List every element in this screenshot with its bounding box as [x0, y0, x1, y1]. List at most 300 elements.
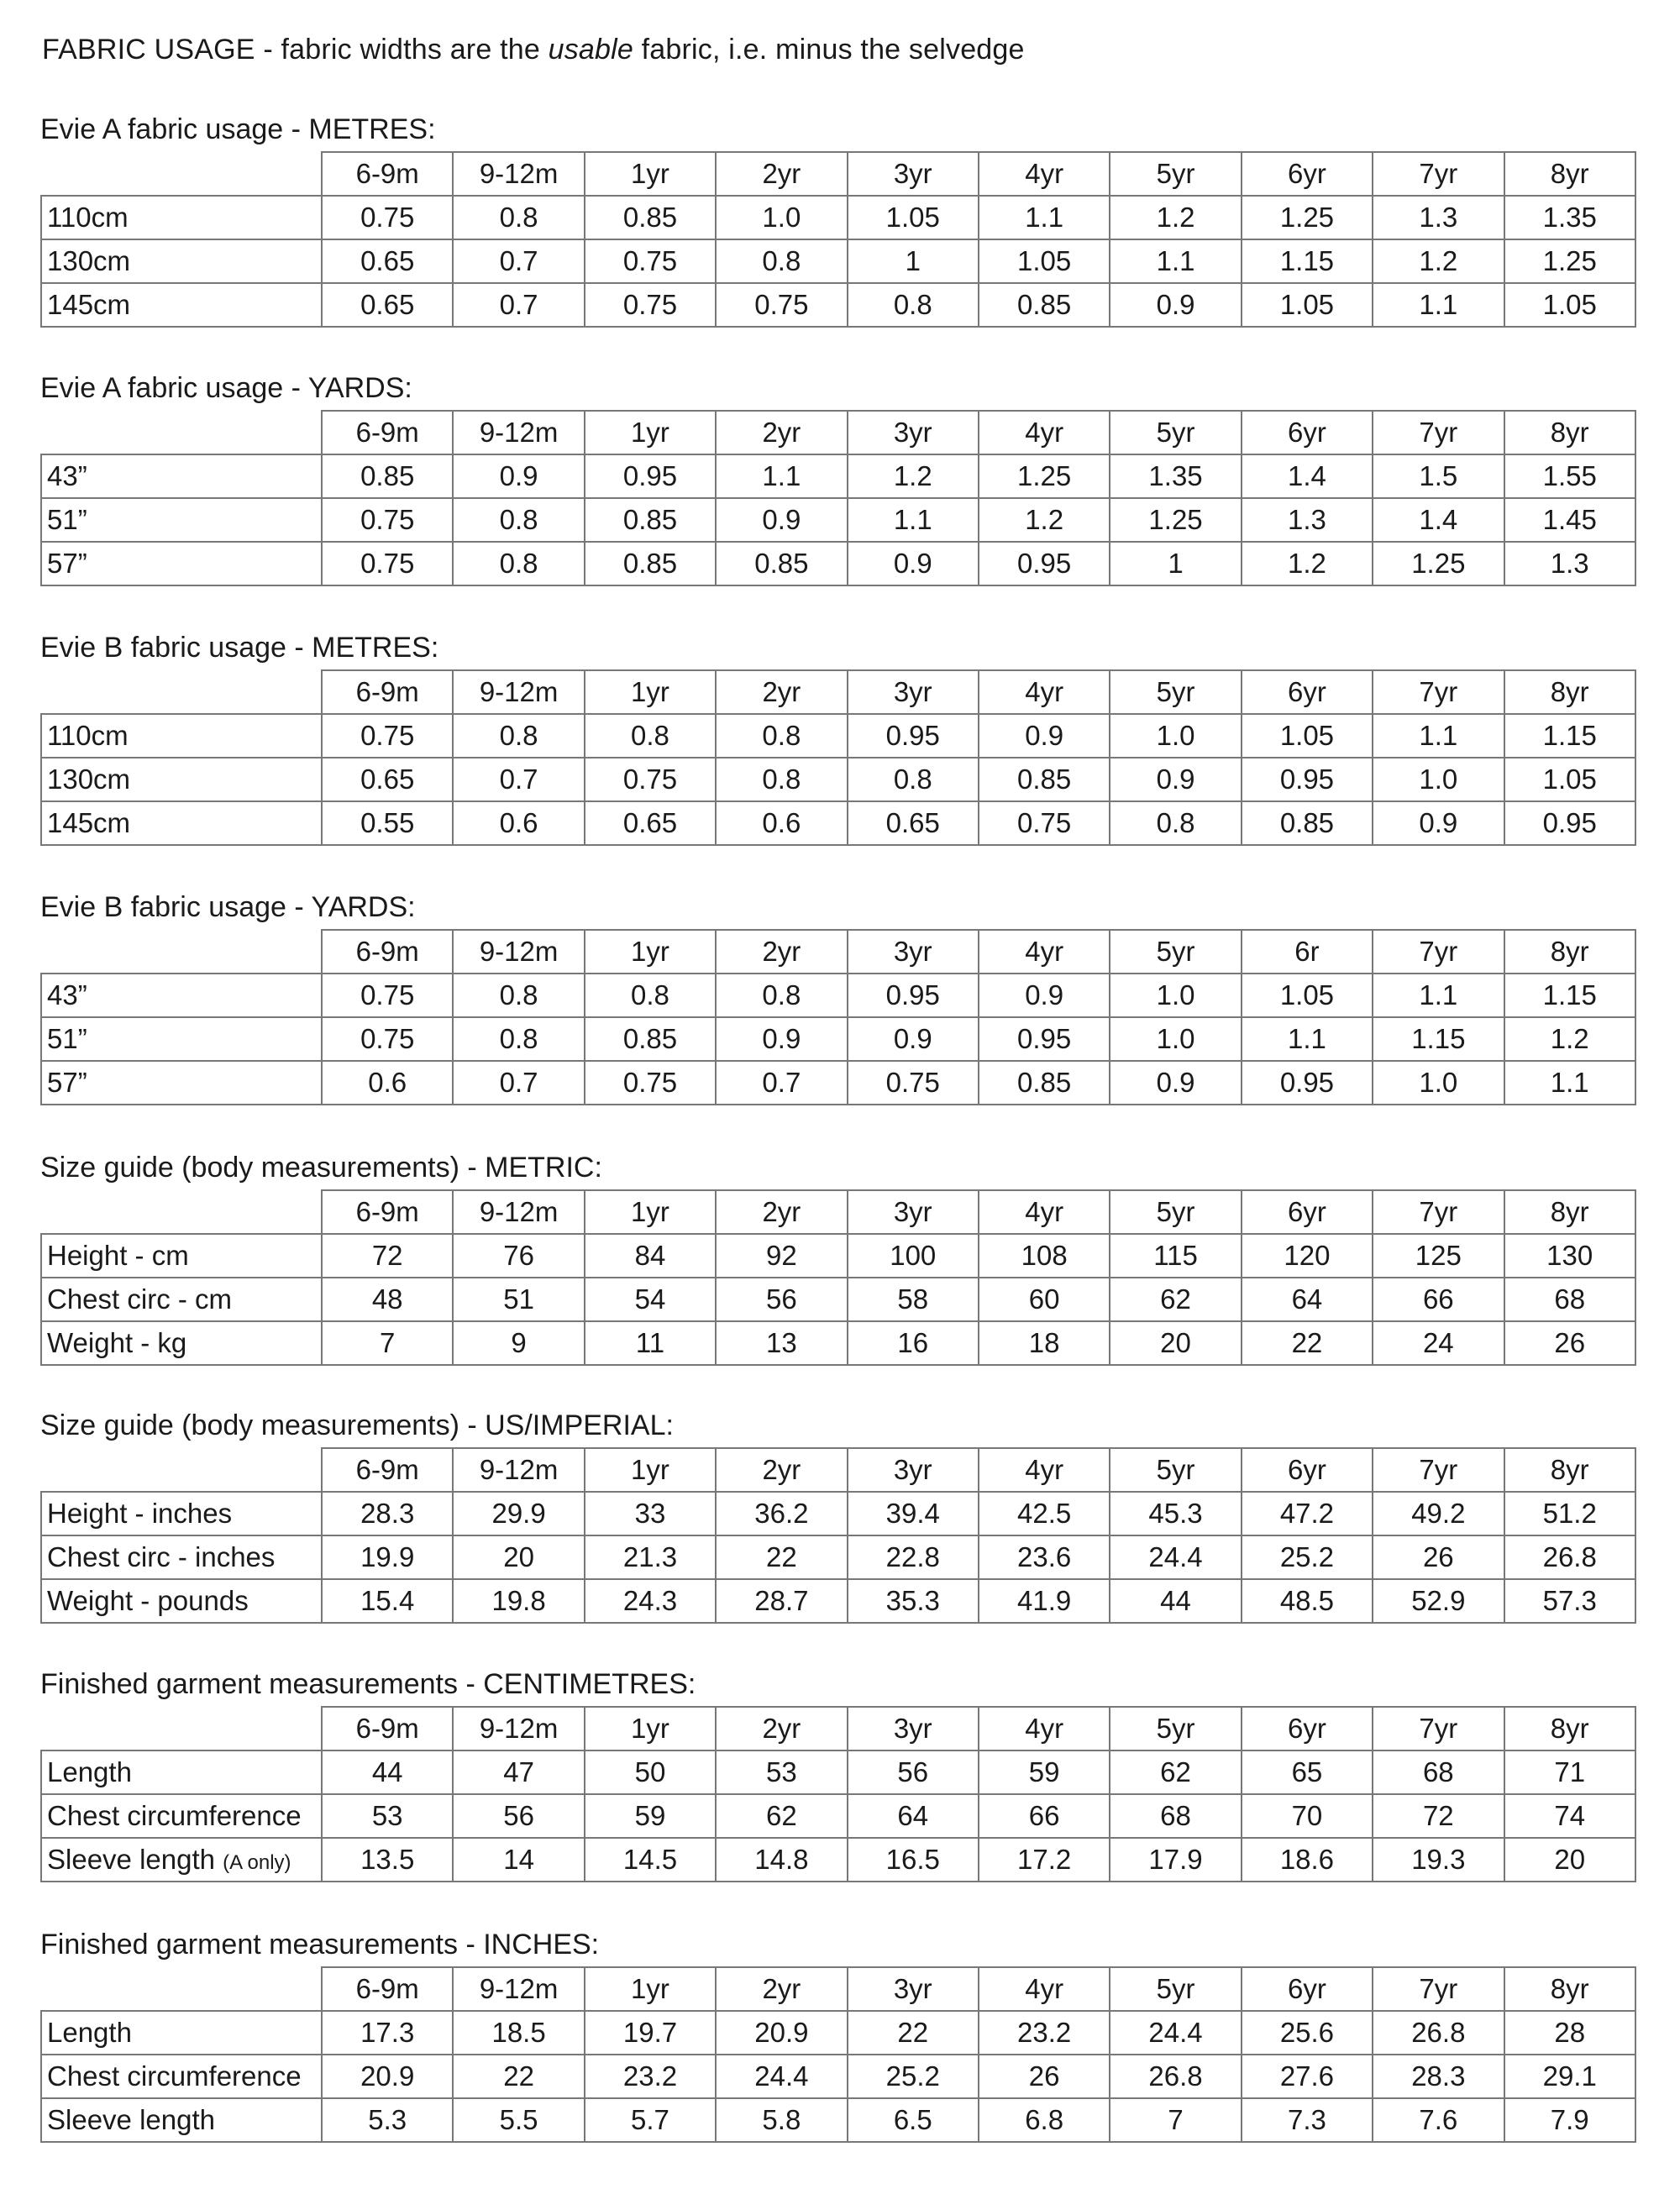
value-cell: 58 [848, 1278, 979, 1321]
column-header: 1yr [585, 930, 716, 974]
row-label-text: 130cm [47, 245, 131, 276]
column-header: 2yr [716, 1967, 847, 2011]
value-cell: 25.2 [848, 2055, 979, 2098]
value-cell: 0.75 [322, 974, 453, 1017]
table-section [40, 109, 1635, 328]
value-cell: 18 [979, 1321, 1110, 1365]
value-cell: 0.8 [453, 196, 584, 239]
value-cell: 19.9 [322, 1535, 453, 1579]
value-cell: 0.6 [716, 801, 847, 845]
column-header: 9-12m [453, 152, 584, 196]
row-label-text: Chest circ - cm [47, 1283, 233, 1315]
value-cell: 23.2 [979, 2011, 1110, 2055]
column-header: 7yr [1373, 930, 1504, 974]
row-label [41, 1535, 322, 1579]
empty-corner-cell [41, 152, 322, 196]
row-label-text: 57” [47, 1067, 87, 1098]
value-cell: 23.6 [979, 1535, 1110, 1579]
column-header: 3yr [848, 152, 979, 196]
table-row [41, 758, 1635, 801]
value-cell: 0.85 [1242, 801, 1373, 845]
value-cell: 1.1 [1373, 714, 1504, 758]
row-label [41, 2098, 322, 2142]
empty-corner-cell [41, 411, 322, 454]
value-cell: 57.3 [1504, 1579, 1635, 1623]
column-header: 8yr [1504, 1448, 1635, 1492]
row-label [41, 1492, 322, 1535]
value-cell: 0.75 [848, 1061, 979, 1105]
column-header: 5yr [1110, 1448, 1241, 1492]
value-cell: 0.95 [979, 1017, 1110, 1061]
heading-suffix: fabric, i.e. minus the selvedge [633, 34, 1025, 66]
value-cell: 16.5 [848, 1838, 979, 1882]
value-cell: 1 [848, 239, 979, 283]
header-row [41, 930, 1635, 974]
table-row [41, 283, 1635, 327]
value-cell: 24.3 [585, 1579, 716, 1623]
column-header: 5yr [1110, 930, 1241, 974]
section-title: Finished garment measurements - INCHES: [40, 1929, 600, 1960]
table-row [41, 1838, 1635, 1882]
value-cell: 0.65 [322, 283, 453, 327]
row-label [41, 714, 322, 758]
value-cell: 51.2 [1504, 1492, 1635, 1535]
value-cell: 23.2 [585, 2055, 716, 2098]
value-cell: 0.75 [322, 498, 453, 542]
value-cell: 0.8 [585, 714, 716, 758]
column-header: 9-12m [453, 930, 584, 974]
value-cell: 115 [1110, 1234, 1241, 1278]
value-cell: 20 [1504, 1838, 1635, 1882]
section-title: Evie B fabric usage - YARDS: [40, 891, 416, 923]
header-row [41, 1190, 1635, 1234]
value-cell: 66 [1373, 1278, 1504, 1321]
value-cell: 1.2 [1242, 542, 1373, 585]
value-cell: 7.9 [1504, 2098, 1635, 2142]
row-label [41, 1838, 322, 1882]
table-section [40, 887, 1635, 1105]
value-cell: 5.7 [585, 2098, 716, 2142]
value-cell: 0.95 [1504, 801, 1635, 845]
value-cell: 0.85 [979, 283, 1110, 327]
value-cell: 70 [1242, 1794, 1373, 1838]
value-cell: 28.3 [1373, 2055, 1504, 2098]
value-cell: 59 [979, 1750, 1110, 1794]
value-cell: 0.9 [716, 498, 847, 542]
value-cell: 0.9 [979, 974, 1110, 1017]
value-cell: 59 [585, 1794, 716, 1838]
column-header: 6-9m [322, 1967, 453, 2011]
column-header: 4yr [979, 1448, 1110, 1492]
row-label [41, 801, 322, 845]
column-header: 3yr [848, 411, 979, 454]
table-row [41, 454, 1635, 498]
value-cell: 0.9 [1373, 801, 1504, 845]
value-cell: 1.1 [979, 196, 1110, 239]
value-cell: 65 [1242, 1750, 1373, 1794]
measurement-table [40, 669, 1636, 846]
column-header: 6-9m [322, 411, 453, 454]
heading-prefix: FABRIC USAGE - fabric widths are the [42, 34, 549, 66]
value-cell: 0.85 [585, 542, 716, 585]
value-cell: 14.5 [585, 1838, 716, 1882]
value-cell: 0.75 [979, 801, 1110, 845]
row-label-text: Chest circumference [47, 1800, 302, 1831]
row-label-text: Weight - pounds [47, 1585, 249, 1616]
value-cell: 60 [979, 1278, 1110, 1321]
row-label [41, 2011, 322, 2055]
value-cell: 92 [716, 1234, 847, 1278]
row-label [41, 283, 322, 327]
value-cell: 19.3 [1373, 1838, 1504, 1882]
value-cell: 1.15 [1373, 1017, 1504, 1061]
value-cell: 0.95 [585, 454, 716, 498]
row-label [41, 239, 322, 283]
value-cell: 0.65 [848, 801, 979, 845]
row-label [41, 196, 322, 239]
value-cell: 1.1 [1110, 239, 1241, 283]
value-cell: 1.05 [1242, 714, 1373, 758]
value-cell: 22 [848, 2011, 979, 2055]
column-header: 1yr [585, 1967, 716, 2011]
value-cell: 22 [453, 2055, 584, 2098]
table-section [40, 368, 1635, 586]
value-cell: 1.05 [1242, 283, 1373, 327]
column-header: 6-9m [322, 1190, 453, 1234]
value-cell: 24.4 [716, 2055, 847, 2098]
value-cell: 0.8 [453, 974, 584, 1017]
value-cell: 0.85 [322, 454, 453, 498]
row-label-text: 57” [47, 548, 87, 579]
row-label [41, 2055, 322, 2098]
value-cell: 35.3 [848, 1579, 979, 1623]
value-cell: 5.5 [453, 2098, 584, 2142]
table-row [41, 1794, 1635, 1838]
value-cell: 26 [1373, 1535, 1504, 1579]
document-heading [42, 34, 1025, 66]
value-cell: 66 [979, 1794, 1110, 1838]
column-header: 6-9m [322, 930, 453, 974]
value-cell: 1.2 [1373, 239, 1504, 283]
column-header: 2yr [716, 1707, 847, 1750]
column-header: 6-9m [322, 152, 453, 196]
value-cell: 39.4 [848, 1492, 979, 1535]
table-section [40, 627, 1635, 846]
table-section [40, 1405, 1635, 1624]
value-cell: 0.75 [585, 283, 716, 327]
value-cell: 19.8 [453, 1579, 584, 1623]
value-cell: 1.25 [1373, 542, 1504, 585]
column-header: 7yr [1373, 152, 1504, 196]
value-cell: 7.3 [1242, 2098, 1373, 2142]
column-header: 7yr [1373, 1448, 1504, 1492]
value-cell: 7 [322, 1321, 453, 1365]
value-cell: 1.05 [1242, 974, 1373, 1017]
value-cell: 0.7 [716, 1061, 847, 1105]
value-cell: 1.35 [1504, 196, 1635, 239]
column-header: 7yr [1373, 1190, 1504, 1234]
row-label [41, 454, 322, 498]
value-cell: 0.9 [1110, 1061, 1241, 1105]
row-label [41, 1321, 322, 1365]
header-row [41, 1448, 1635, 1492]
column-header: 8yr [1504, 670, 1635, 714]
row-label-text: Length [47, 2017, 132, 2048]
value-cell: 0.8 [453, 498, 584, 542]
value-cell: 62 [716, 1794, 847, 1838]
value-cell: 1.05 [979, 239, 1110, 283]
value-cell: 1.35 [1110, 454, 1241, 498]
value-cell: 0.9 [979, 714, 1110, 758]
table-row [41, 542, 1635, 585]
value-cell: 0.95 [1242, 1061, 1373, 1105]
value-cell: 13.5 [322, 1838, 453, 1882]
row-label [41, 758, 322, 801]
value-cell: 74 [1504, 1794, 1635, 1838]
column-header: 3yr [848, 930, 979, 974]
value-cell: 50 [585, 1750, 716, 1794]
value-cell: 53 [716, 1750, 847, 1794]
value-cell: 71 [1504, 1750, 1635, 1794]
value-cell: 13 [716, 1321, 847, 1365]
value-cell: 29.9 [453, 1492, 584, 1535]
value-cell: 0.75 [322, 542, 453, 585]
column-header: 6yr [1242, 1190, 1373, 1234]
value-cell: 0.55 [322, 801, 453, 845]
table-row [41, 1234, 1635, 1278]
value-cell: 1.1 [1373, 283, 1504, 327]
table-row [41, 1492, 1635, 1535]
value-cell: 17.9 [1110, 1838, 1241, 1882]
column-header: 3yr [848, 1448, 979, 1492]
value-cell: 68 [1110, 1794, 1241, 1838]
value-cell: 1.05 [1504, 758, 1635, 801]
value-cell: 42.5 [979, 1492, 1110, 1535]
measurement-table [40, 410, 1636, 586]
empty-corner-cell [41, 1707, 322, 1750]
column-header: 5yr [1110, 411, 1241, 454]
value-cell: 1.4 [1242, 454, 1373, 498]
measurement-table [40, 1189, 1636, 1366]
value-cell: 0.65 [322, 239, 453, 283]
row-label-text: 110cm [47, 202, 129, 233]
value-cell: 20 [453, 1535, 584, 1579]
value-cell: 0.9 [1110, 283, 1241, 327]
value-cell: 1.1 [1373, 974, 1504, 1017]
row-label-text: 145cm [47, 807, 131, 838]
row-label-text: Sleeve length [47, 2104, 215, 2135]
value-cell: 47 [453, 1750, 584, 1794]
value-cell: 6.8 [979, 2098, 1110, 2142]
value-cell: 0.85 [979, 1061, 1110, 1105]
value-cell: 1.05 [848, 196, 979, 239]
measurement-table [40, 1447, 1636, 1624]
value-cell: 48 [322, 1278, 453, 1321]
row-label-text: 145cm [47, 289, 131, 320]
table-row [41, 1535, 1635, 1579]
value-cell: 1.2 [848, 454, 979, 498]
table-section [40, 1924, 1635, 2143]
value-cell: 7.6 [1373, 2098, 1504, 2142]
section-title: Size guide (body measurements) - METRIC: [40, 1152, 602, 1184]
value-cell: 20 [1110, 1321, 1241, 1365]
value-cell: 0.75 [322, 714, 453, 758]
value-cell: 68 [1504, 1278, 1635, 1321]
value-cell: 5.8 [716, 2098, 847, 2142]
column-header: 4yr [979, 1967, 1110, 2011]
column-header: 5yr [1110, 1707, 1241, 1750]
column-header: 5yr [1110, 670, 1241, 714]
value-cell: 26 [979, 2055, 1110, 2098]
value-cell: 0.8 [716, 714, 847, 758]
value-cell: 0.85 [585, 196, 716, 239]
value-cell: 15.4 [322, 1579, 453, 1623]
column-header: 2yr [716, 411, 847, 454]
value-cell: 0.6 [453, 801, 584, 845]
value-cell: 0.95 [848, 974, 979, 1017]
table-row [41, 196, 1635, 239]
row-label-text: 130cm [47, 764, 131, 795]
column-header: 2yr [716, 1190, 847, 1234]
value-cell: 25.2 [1242, 1535, 1373, 1579]
row-label-text: Weight - kg [47, 1327, 187, 1358]
column-header: 6yr [1242, 670, 1373, 714]
value-cell: 52.9 [1373, 1579, 1504, 1623]
value-cell: 22.8 [848, 1535, 979, 1579]
column-header: 2yr [716, 670, 847, 714]
value-cell: 0.85 [979, 758, 1110, 801]
column-header: 7yr [1373, 411, 1504, 454]
value-cell: 21.3 [585, 1535, 716, 1579]
value-cell: 0.95 [1242, 758, 1373, 801]
column-header: 6-9m [322, 1448, 453, 1492]
column-header: 6yr [1242, 1967, 1373, 2011]
column-header: 6yr [1242, 152, 1373, 196]
section-title: Size guide (body measurements) - US/IMPERIAL: [40, 1409, 674, 1441]
row-label [41, 1750, 322, 1794]
row-label-note: (A only) [223, 1851, 291, 1874]
table-row [41, 1321, 1635, 1365]
column-header: 8yr [1504, 1967, 1635, 2011]
value-cell: 17.3 [322, 2011, 453, 2055]
empty-corner-cell [41, 1190, 322, 1234]
value-cell: 0.65 [322, 758, 453, 801]
value-cell: 1.0 [1110, 974, 1241, 1017]
measurement-table [40, 151, 1636, 328]
value-cell: 0.9 [1110, 758, 1241, 801]
value-cell: 26.8 [1110, 2055, 1241, 2098]
column-header: 9-12m [453, 411, 584, 454]
header-row [41, 1967, 1635, 2011]
value-cell: 1.05 [1504, 283, 1635, 327]
value-cell: 20.9 [322, 2055, 453, 2098]
value-cell: 1.45 [1504, 498, 1635, 542]
value-cell: 22 [716, 1535, 847, 1579]
value-cell: 33 [585, 1492, 716, 1535]
value-cell: 0.8 [848, 758, 979, 801]
row-label-text: Chest circumference [47, 2060, 302, 2092]
column-header: 3yr [848, 1707, 979, 1750]
row-label-text: Sleeve length [47, 1844, 215, 1875]
value-cell: 1.5 [1373, 454, 1504, 498]
value-cell: 18.6 [1242, 1838, 1373, 1882]
value-cell: 49.2 [1373, 1492, 1504, 1535]
column-header: 1yr [585, 1448, 716, 1492]
value-cell: 56 [716, 1278, 847, 1321]
value-cell: 11 [585, 1321, 716, 1365]
column-header: 5yr [1110, 1967, 1241, 2011]
value-cell: 44 [1110, 1579, 1241, 1623]
value-cell: 24 [1373, 1321, 1504, 1365]
row-label-text: 110cm [47, 720, 129, 751]
row-label-text: 51” [47, 1023, 87, 1054]
empty-corner-cell [41, 1967, 322, 2011]
table-section [40, 1664, 1635, 1882]
value-cell: 1.4 [1373, 498, 1504, 542]
row-label-text: 43” [47, 460, 87, 491]
value-cell: 72 [322, 1234, 453, 1278]
header-row [41, 1707, 1635, 1750]
value-cell: 64 [1242, 1278, 1373, 1321]
value-cell: 0.75 [322, 196, 453, 239]
row-label-text: Chest circ - inches [47, 1541, 276, 1572]
value-cell: 1.0 [716, 196, 847, 239]
row-label-text: Length [47, 1756, 132, 1787]
value-cell: 0.75 [716, 283, 847, 327]
table-section [40, 1147, 1635, 1366]
value-cell: 108 [979, 1234, 1110, 1278]
value-cell: 1.1 [1504, 1061, 1635, 1105]
column-header: 5yr [1110, 152, 1241, 196]
value-cell: 28.3 [322, 1492, 453, 1535]
value-cell: 1.2 [1504, 1017, 1635, 1061]
row-label [41, 1278, 322, 1321]
value-cell: 0.9 [848, 1017, 979, 1061]
value-cell: 100 [848, 1234, 979, 1278]
value-cell: 28 [1504, 2011, 1635, 2055]
value-cell: 7 [1110, 2098, 1241, 2142]
value-cell: 1.25 [979, 454, 1110, 498]
value-cell: 1.25 [1504, 239, 1635, 283]
section-title: Evie B fabric usage - METRES: [40, 632, 439, 664]
row-label [41, 542, 322, 585]
value-cell: 0.8 [453, 714, 584, 758]
table-row [41, 239, 1635, 283]
column-header: 4yr [979, 670, 1110, 714]
value-cell: 54 [585, 1278, 716, 1321]
column-header: 6yr [1242, 1448, 1373, 1492]
column-header: 4yr [979, 1190, 1110, 1234]
value-cell: 0.75 [585, 239, 716, 283]
column-header: 1yr [585, 411, 716, 454]
value-cell: 56 [453, 1794, 584, 1838]
value-cell: 26.8 [1373, 2011, 1504, 2055]
measurement-table [40, 1706, 1636, 1882]
value-cell: 0.8 [716, 974, 847, 1017]
value-cell: 27.6 [1242, 2055, 1373, 2098]
value-cell: 0.7 [453, 1061, 584, 1105]
value-cell: 19.7 [585, 2011, 716, 2055]
value-cell: 9 [453, 1321, 584, 1365]
value-cell: 17.2 [979, 1838, 1110, 1882]
value-cell: 0.8 [1110, 801, 1241, 845]
value-cell: 0.75 [585, 1061, 716, 1105]
value-cell: 1.3 [1504, 542, 1635, 585]
value-cell: 51 [453, 1278, 584, 1321]
value-cell: 1.55 [1504, 454, 1635, 498]
value-cell: 0.65 [585, 801, 716, 845]
column-header: 9-12m [453, 670, 584, 714]
